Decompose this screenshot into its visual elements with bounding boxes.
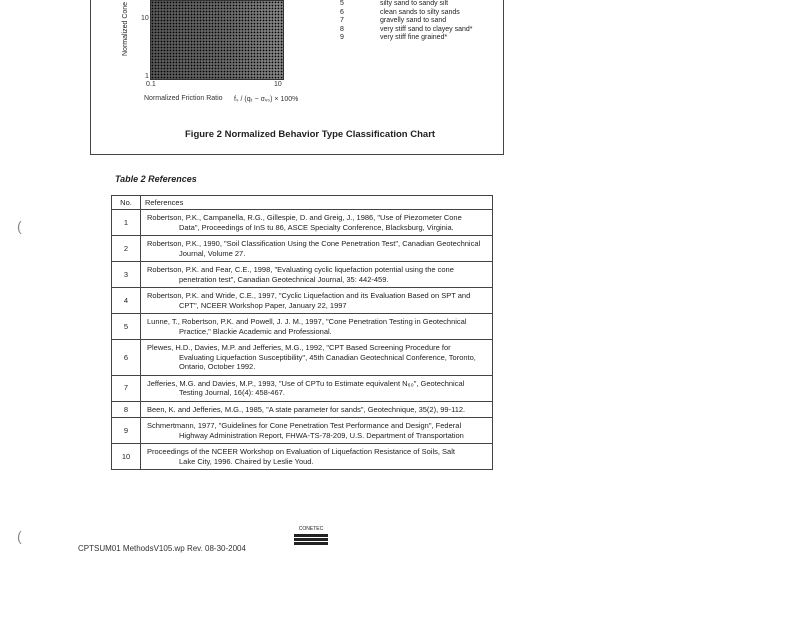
legend-row: 6 clean sands to silty sands xyxy=(340,8,460,16)
classification-chart-plot xyxy=(150,0,284,80)
table-row: 4 Robertson, P.K. and Wride, C.E., 1997, "Cyclic Liquefaction and its Evaluation Based on SPT and CPT", NCEER Workshop Paper, January 22, 1997 xyxy=(112,288,493,314)
x-tick-right: 10 xyxy=(274,81,282,88)
x-axis-label: Normalized Friction Ratio xyxy=(144,95,223,102)
header-no: No. xyxy=(112,196,141,210)
header-references: References xyxy=(141,196,493,210)
table-row: 9 Schmertmann, 1977, "Guidelines for Cone Penetration Test Performance and Design", Federal Highway Administration Report, FHWA-TS-78-209, U.S. Department of Transportation xyxy=(112,418,493,444)
references-table xyxy=(111,195,493,470)
y-axis-label: Normalized Cone xyxy=(122,1,129,56)
page-footer: CPTSUM01 MethodsV105.wp Rev. 08-30-2004 xyxy=(78,544,246,553)
y-tick-bottom: 1 xyxy=(145,73,149,80)
table-row: 10 Proceedings of the NCEER Workshop on Evaluation of Liquefaction Resistance of Soils, Salt Lake City, 1996. Chaired by Leslie Youd. xyxy=(112,444,493,470)
scan-mark-bottom: ( xyxy=(17,528,22,544)
x-axis-formula: fₛ / (qₜ − σᵥ₀) × 100% xyxy=(234,96,299,103)
table-row: 6 Plewes, H.D., Davies, M.P. and Jefferies, M.G., 1992, "CPT Based Screening Procedure for Evaluating Liquefaction Susceptibility", 45th Canadian Geotechnical Conference, Toronto, Ontario, October 1992. xyxy=(112,340,493,376)
figure-caption: Figure 2 Normalized Behavior Type Classification Chart xyxy=(185,129,436,140)
table-row: 8 Been, K. and Jefferies, M.G., 1985, "A state parameter for sands", Geotechnique, 35(2), 99-112. xyxy=(112,401,493,418)
conetec-logo: CONETEC xyxy=(294,527,328,549)
legend-row: 5 silty sand to sandy silt xyxy=(340,0,449,7)
x-tick-left: 0.1 xyxy=(146,81,156,88)
zone-legend xyxy=(340,0,472,43)
table-header-row xyxy=(112,196,493,210)
table-row: 5 Lunne, T., Robertson, P.K. and Powell, J. J. M., 1997, "Cone Penetration Testing in Geotechnical Practice," Blackie Academic and Professional. xyxy=(112,314,493,340)
legend-row: 9 very stiff fine grained* xyxy=(340,34,448,41)
table-row: 7 Jefferies, M.G. and Davies, M.P., 1993, "Use of CPTu to Estimate equivalent N₆₀", Geotechnical Testing Journal, 16(4): 458-467. xyxy=(112,375,493,401)
table-row: 3 Robertson, P.K. and Fear, C.E., 1998, "Evaluating cyclic liquefaction potential using the cone penetration test", Canadian Geotechnical Journal, 35: 442-459. xyxy=(112,262,493,288)
y-tick-top: 10 xyxy=(141,15,149,22)
table-row: 1 Robertson, P.K., Campanella, R.G., Gillespie, D. and Greig, J., 1986, "Use of Piezometer Cone Data", Proceedings of InS tu 86, ASCE Specialty Conference, Blacksburg, Virginia. xyxy=(112,210,493,236)
scan-mark-top: ( xyxy=(17,218,22,234)
legend-row: 8 very stiff sand to clayey sand* xyxy=(340,25,473,33)
table-row: 2 Robertson, P.K., 1990, "Soil Classification Using the Cone Penetration Test", Canadian Geotechnical Journal, Volume 27. xyxy=(112,236,493,262)
table-title: Table 2 References xyxy=(115,174,197,184)
legend-row: 7 gravelly sand to sand xyxy=(340,17,447,24)
